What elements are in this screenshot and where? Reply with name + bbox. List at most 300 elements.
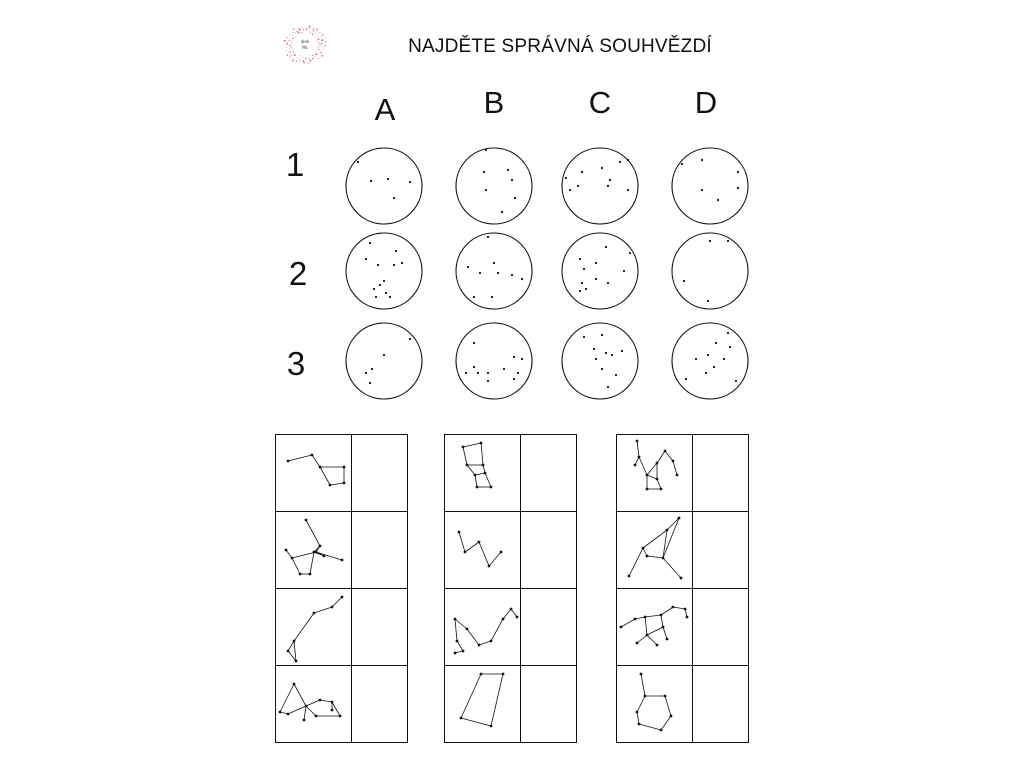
constellation-star: [662, 626, 665, 629]
star-dot: [493, 262, 495, 264]
star-dot: [473, 366, 475, 368]
constellation-line: [673, 461, 677, 475]
star-dot: [627, 159, 629, 161]
constellation-drawing: [276, 435, 351, 511]
star-dot: [705, 372, 707, 374]
star-dot: [517, 372, 519, 374]
constellation-line: [306, 700, 320, 706]
star-dot: [615, 374, 617, 376]
column-label-c: C: [588, 85, 612, 120]
constellation-star: [490, 725, 493, 728]
constellation-line: [330, 483, 344, 485]
constellation-star: [672, 606, 675, 609]
star-circle-1b: [456, 148, 532, 224]
constellation-line: [288, 641, 294, 651]
constellation-star: [478, 541, 481, 544]
constellation-drawing: [445, 589, 520, 665]
constellation-line: [647, 556, 663, 558]
star-circle-1c: [562, 148, 638, 224]
table-row: [276, 589, 408, 666]
star-dot: [409, 181, 411, 183]
star-dot: [371, 368, 373, 370]
star-dot: [717, 199, 719, 201]
constellation-line: [479, 542, 489, 566]
constellation-line: [661, 716, 671, 730]
constellation-star: [279, 711, 282, 714]
star-dot: [579, 258, 581, 260]
constellation-star: [343, 466, 346, 469]
constellation-line: [461, 674, 481, 718]
star-dot: [373, 288, 375, 290]
star-dot: [683, 280, 685, 282]
constellation-star: [488, 565, 491, 568]
star-circle-1d: [672, 148, 748, 224]
star-dot: [729, 346, 731, 348]
star-dot: [465, 372, 467, 374]
constellation-star: [339, 715, 342, 718]
constellation-star: [644, 695, 647, 698]
star-dot: [609, 179, 611, 181]
star-dot: [605, 246, 607, 248]
answer-box[interactable]: [693, 589, 749, 666]
constellation-line: [491, 674, 503, 726]
star-circle-1a: [346, 148, 422, 224]
constellation-line: [665, 696, 671, 716]
star-dot: [383, 354, 385, 356]
star-dot: [601, 167, 603, 169]
star-dot: [511, 179, 513, 181]
constellation-star: [484, 472, 487, 475]
constellation-line: [639, 724, 661, 730]
answer-box[interactable]: [521, 435, 577, 512]
constellation-line: [647, 475, 657, 479]
star-dot: [629, 252, 631, 254]
star-circle-2a: [346, 233, 422, 309]
constellation-star: [285, 549, 288, 552]
constellation-star: [646, 555, 649, 558]
constellation-line: [475, 475, 477, 487]
star-dot: [514, 197, 516, 199]
constellation-line: [288, 455, 312, 461]
constellation-star: [313, 612, 316, 615]
constellation-star: [620, 626, 623, 629]
star-dot: [585, 288, 587, 290]
star-dot: [593, 348, 595, 350]
constellation-line: [294, 684, 306, 706]
constellation-drawing: [276, 589, 351, 665]
constellation-star: [476, 486, 479, 489]
star-dot: [715, 342, 717, 344]
star-dot: [601, 334, 603, 336]
constellation-drawing: [617, 666, 692, 742]
row-label-1: 1: [285, 146, 305, 183]
star-dot: [583, 268, 585, 270]
constellation-star: [466, 464, 469, 467]
star-dot: [365, 372, 367, 374]
constellation-star: [319, 466, 322, 469]
star-circle-2d: [672, 233, 748, 309]
constellation-line: [306, 706, 316, 716]
star-dot: [735, 380, 737, 382]
table-row: [445, 435, 577, 512]
constellation-star: [293, 683, 296, 686]
constellation-line: [288, 706, 306, 714]
constellation-line: [467, 629, 479, 645]
constellation-star: [636, 711, 639, 714]
constellation-star: [305, 519, 308, 522]
constellation-drawing: [617, 589, 692, 665]
constellation-line: [467, 465, 475, 475]
answer-box[interactable]: [693, 666, 749, 743]
constellation-star: [299, 573, 302, 576]
constellation-table-1: [275, 434, 408, 743]
constellation-drawing: [445, 666, 520, 742]
constellation-line: [320, 467, 330, 485]
constellation-drawing: [276, 666, 351, 742]
constellation-line: [657, 451, 665, 463]
constellation-line: [663, 558, 681, 578]
star-circle-2b: [456, 233, 532, 309]
star-dot: [579, 290, 581, 292]
constellation-star: [331, 709, 334, 712]
star-dot: [383, 280, 385, 282]
star-dot: [513, 356, 515, 358]
star-dot: [623, 270, 625, 272]
star-dot: [393, 197, 395, 199]
constellation-line: [665, 451, 673, 461]
star-dot: [713, 366, 715, 368]
table-row: [276, 666, 408, 743]
constellation-star: [656, 478, 659, 481]
star-dot: [393, 264, 395, 266]
table-row: [276, 512, 408, 589]
constellation-line: [663, 627, 667, 639]
constellation-star: [502, 618, 505, 621]
constellation-line: [292, 558, 300, 574]
constellation-star: [323, 555, 326, 558]
star-dot: [503, 368, 505, 370]
star-dot: [707, 354, 709, 356]
constellation-line: [647, 635, 657, 645]
star-circle-2c: [562, 233, 638, 309]
constellation-line: [463, 443, 481, 447]
star-dot: [365, 258, 367, 260]
star-dot: [473, 342, 475, 344]
constellation-star: [287, 460, 290, 463]
constellation-star: [480, 442, 483, 445]
answer-box[interactable]: [352, 512, 408, 589]
constellation-line: [481, 443, 483, 465]
constellation-drawing: [445, 435, 520, 511]
constellation-star: [636, 440, 639, 443]
constellation-star: [676, 474, 679, 477]
answer-box[interactable]: [693, 512, 749, 589]
star-dot: [569, 189, 571, 191]
constellation-star: [666, 638, 669, 641]
constellation-star: [305, 705, 308, 708]
constellation-star: [482, 464, 485, 467]
star-dot: [521, 358, 523, 360]
constellation-star: [341, 559, 344, 562]
constellation-line: [645, 617, 647, 635]
star-dot: [621, 350, 623, 352]
constellation-line: [661, 607, 673, 615]
table-row: [445, 589, 577, 666]
constellation-line: [479, 641, 491, 645]
star-dot: [611, 354, 613, 356]
constellation-line: [663, 518, 679, 558]
constellation-star: [319, 545, 322, 548]
star-dot: [375, 296, 377, 298]
constellation-star: [634, 618, 637, 621]
constellation-line: [320, 700, 332, 702]
constellation-star: [646, 474, 649, 477]
constellation-star: [686, 616, 689, 619]
answer-box[interactable]: [693, 435, 749, 512]
constellation-line: [503, 609, 511, 619]
constellation-star: [454, 652, 457, 655]
constellation-star: [295, 660, 298, 663]
constellation-star: [638, 456, 641, 459]
star-dot: [511, 274, 513, 276]
constellation-star: [331, 701, 334, 704]
constellation-star: [672, 460, 675, 463]
star-dot: [737, 187, 739, 189]
constellation-line: [294, 613, 314, 641]
constellation-star: [664, 450, 667, 453]
constellation-star: [490, 640, 493, 643]
star-dot: [581, 282, 583, 284]
constellation-line: [485, 473, 491, 487]
logo-text-1: alek: [300, 39, 310, 44]
constellation-line: [637, 441, 639, 457]
constellation-line: [304, 706, 306, 720]
star-circle-3c: [562, 323, 638, 399]
constellation-drawing: [617, 512, 692, 588]
constellation-line: [657, 479, 661, 489]
star-dot: [583, 336, 585, 338]
constellation-star: [303, 719, 306, 722]
constellation-line: [463, 447, 467, 465]
constellation-drawing: [617, 435, 692, 511]
constellation-star: [458, 531, 461, 534]
answer-box[interactable]: [352, 666, 408, 743]
star-dot: [389, 296, 391, 298]
star-dot: [723, 358, 725, 360]
constellation-drawing: [445, 512, 520, 588]
constellation-star: [646, 488, 649, 491]
star-dot: [685, 378, 687, 380]
star-dot: [607, 282, 609, 284]
constellation-star: [664, 695, 667, 698]
constellation-line: [292, 552, 316, 558]
constellation-line: [637, 696, 645, 712]
constellation-star: [500, 551, 503, 554]
constellation-star: [480, 673, 483, 676]
constellation-star: [642, 547, 645, 550]
column-label-b: B: [483, 85, 505, 120]
star-dot: [521, 278, 523, 280]
constellation-star: [680, 577, 683, 580]
constellation-star: [478, 644, 481, 647]
constellation-star: [662, 557, 665, 560]
constellation-star: [502, 673, 505, 676]
answer-box[interactable]: [352, 435, 408, 512]
star-dot: [619, 161, 621, 163]
constellation-line: [310, 552, 314, 574]
star-dot: [507, 169, 509, 171]
constellation-drawing: [276, 512, 351, 588]
column-label-d: D: [694, 85, 718, 120]
constellation-star: [309, 573, 312, 576]
star-dot: [701, 189, 703, 191]
constellation-line: [667, 518, 679, 530]
constellation-star: [291, 557, 294, 560]
star-circle-3a: [346, 323, 422, 399]
star-dot: [607, 185, 609, 187]
constellation-star: [331, 606, 334, 609]
constellation-star: [462, 650, 465, 653]
star-dot: [601, 368, 603, 370]
constellation-line: [637, 635, 647, 643]
constellation-line: [637, 712, 639, 724]
constellation-star: [638, 723, 641, 726]
constellation-line: [457, 641, 463, 651]
constellation-star: [341, 596, 344, 599]
constellation-line: [332, 597, 342, 607]
constellation-line: [461, 718, 491, 726]
constellation-star: [293, 640, 296, 643]
constellation-line: [314, 607, 332, 613]
table-row: [617, 666, 749, 743]
table-row: [617, 512, 749, 589]
constellation-star: [462, 446, 465, 449]
star-circle-3b: [456, 323, 532, 399]
constellation-line: [489, 552, 501, 566]
constellation-star: [660, 488, 663, 491]
constellation-line: [621, 619, 635, 627]
table-row: [617, 589, 749, 666]
row-label-2: 2: [288, 255, 308, 292]
row-label-3: 3: [286, 345, 306, 382]
constellation-star: [516, 616, 519, 619]
constellation-star: [660, 729, 663, 732]
answer-box[interactable]: [521, 512, 577, 589]
star-circle-3d: [672, 323, 748, 399]
constellation-line: [629, 548, 643, 576]
constellation-star: [510, 608, 513, 611]
star-dot: [357, 161, 359, 163]
star-dot: [707, 300, 709, 302]
star-dot: [709, 240, 711, 242]
constellation-star: [646, 634, 649, 637]
constellation-line: [661, 615, 663, 627]
star-dot: [479, 272, 481, 274]
star-dot: [369, 382, 371, 384]
star-dot: [595, 358, 597, 360]
constellation-star: [460, 717, 463, 720]
constellation-star: [628, 575, 631, 578]
constellation-line: [639, 457, 647, 475]
constellation-line: [641, 674, 645, 696]
constellation-star: [287, 650, 290, 653]
star-dot: [607, 386, 609, 388]
star-dot: [387, 178, 389, 180]
star-dot: [370, 180, 372, 182]
constellation-line: [465, 542, 479, 552]
table-row: [617, 435, 749, 512]
constellation-line: [511, 609, 517, 617]
star-dot: [695, 358, 697, 360]
constellation-star: [640, 673, 643, 676]
star-dot: [501, 211, 503, 213]
constellation-star: [634, 464, 637, 467]
constellation-star: [644, 616, 647, 619]
star-dot: [727, 332, 729, 334]
column-label-a: A: [374, 92, 396, 127]
constellation-star: [490, 486, 493, 489]
star-dot: [409, 338, 411, 340]
answer-box[interactable]: [352, 589, 408, 666]
star-dot: [497, 272, 499, 274]
star-dot: [581, 171, 583, 173]
star-dot: [565, 177, 567, 179]
constellation-star: [464, 551, 467, 554]
star-dot: [477, 372, 479, 374]
constellation-star: [656, 644, 659, 647]
star-dot: [385, 292, 387, 294]
answer-box[interactable]: [521, 589, 577, 666]
star-dot: [577, 185, 579, 187]
constellation-line: [475, 473, 485, 475]
star-dot: [627, 189, 629, 191]
star-dot: [473, 296, 475, 298]
star-dot: [379, 284, 381, 286]
constellation-line: [645, 615, 661, 617]
constellation-line: [647, 463, 657, 475]
constellation-star: [660, 614, 663, 617]
star-dot: [681, 163, 683, 165]
star-dot: [467, 266, 469, 268]
constellation-line: [332, 702, 340, 716]
constellation-star: [466, 628, 469, 631]
star-dot: [595, 278, 597, 280]
constellation-line: [316, 552, 342, 560]
constellation-line: [635, 617, 645, 619]
constellation-star: [678, 517, 681, 520]
constellation-star: [329, 484, 332, 487]
constellation-star: [474, 474, 477, 477]
constellation-line: [294, 641, 296, 661]
star-dot: [401, 262, 403, 264]
table-row: [445, 666, 577, 743]
star-dot: [377, 264, 379, 266]
constellation-star: [456, 640, 459, 643]
star-dot: [395, 250, 397, 252]
star-dot: [483, 171, 485, 173]
constellation-line: [280, 684, 294, 712]
constellation-star: [319, 699, 322, 702]
star-dot: [485, 189, 487, 191]
constellation-line: [306, 520, 320, 546]
constellation-line: [647, 627, 663, 635]
table-row: [445, 512, 577, 589]
star-dot: [487, 372, 489, 374]
answer-box[interactable]: [521, 666, 577, 743]
constellation-star: [315, 715, 318, 718]
constellation-line: [459, 532, 465, 552]
constellation-star: [454, 618, 457, 621]
